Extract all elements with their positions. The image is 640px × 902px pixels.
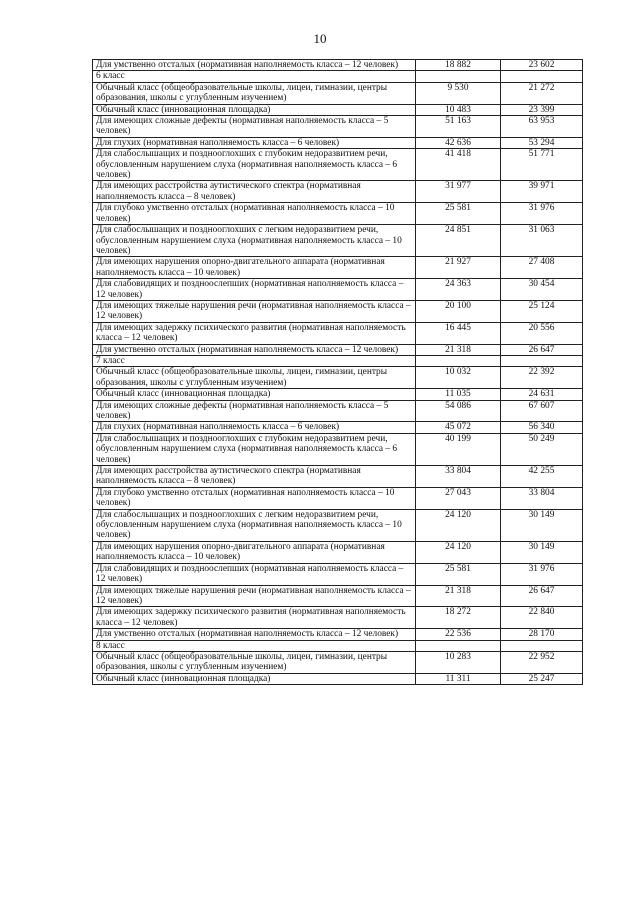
row-label-cell: Для имеющих задержку психического развития (нормативная наполняемость класса – 12 человек): [93, 322, 416, 344]
row-value-2-cell: 33 804: [501, 487, 583, 509]
table-body: [93, 60, 583, 685]
row-value-1-cell: 24 120: [416, 509, 501, 541]
row-value-2-cell: [501, 355, 583, 366]
row-value-2-cell: 67 607: [501, 400, 583, 422]
row-value-2-cell: 28 170: [501, 629, 583, 640]
table-row: [93, 541, 583, 563]
row-value-1-cell: 21 318: [416, 344, 501, 355]
row-label-cell: Для глухих (нормативная наполняемость класса – 6 человек): [93, 137, 416, 148]
row-value-2-cell: 39 971: [501, 181, 583, 203]
row-value-2-cell: 30 149: [501, 509, 583, 541]
table-row: [93, 585, 583, 607]
table-row: [93, 300, 583, 322]
row-value-2-cell: 26 647: [501, 585, 583, 607]
row-value-2-cell: 23 399: [501, 104, 583, 115]
row-label-cell: Для имеющих расстройства аутистического спектра (нормативная наполняемость класса – 8 человек): [93, 181, 416, 203]
row-value-2-cell: 42 255: [501, 466, 583, 488]
row-value-2-cell: 30 149: [501, 541, 583, 563]
row-value-1-cell: 31 977: [416, 181, 501, 203]
row-value-2-cell: 20 556: [501, 322, 583, 344]
row-value-2-cell: 23 602: [501, 60, 583, 71]
row-value-1-cell: 24 363: [416, 279, 501, 301]
row-value-2-cell: 22 392: [501, 367, 583, 389]
row-value-2-cell: 31 976: [501, 203, 583, 225]
row-label-cell: Для слабослышащих и позднооглохших с легким недоразвитием речи, обусловленным нарушением слуха (нормативная наполняемость класса – 10 человек): [93, 509, 416, 541]
row-label-cell: Для глубоко умственно отсталых (нормативная наполняемость класса – 10 человек): [93, 487, 416, 509]
row-label-cell: Для умственно отсталых (нормативная наполняемость класса – 12 человек): [93, 344, 416, 355]
row-label-cell: Для слабовидящих и поздноослепших (нормативная наполняемость класса – 12 человек): [93, 563, 416, 585]
row-label-cell: Для имеющих нарушения опорно-двигательного аппарата (нормативная наполняемость класса – 10 человек): [93, 541, 416, 563]
table-row: [93, 116, 583, 138]
row-label-cell: Обычный класс (инновационная площадка): [93, 104, 416, 115]
row-value-1-cell: 10 032: [416, 367, 501, 389]
table-row: [93, 60, 583, 71]
table-row: [93, 640, 583, 651]
table-row: [93, 673, 583, 684]
row-value-2-cell: 63 953: [501, 116, 583, 138]
normative-cost-table: [92, 59, 583, 685]
row-value-1-cell: 25 581: [416, 563, 501, 585]
row-value-1-cell: 11 035: [416, 389, 501, 400]
table-row: [93, 433, 583, 465]
row-value-2-cell: 24 631: [501, 389, 583, 400]
row-value-1-cell: 18 882: [416, 60, 501, 71]
table-row: [93, 181, 583, 203]
row-value-2-cell: 27 408: [501, 257, 583, 279]
row-label-cell: Для умственно отсталых (нормативная наполняемость класса – 12 человек): [93, 629, 416, 640]
row-value-2-cell: 30 454: [501, 279, 583, 301]
row-label-cell: Для слабослышащих и позднооглохших с легким недоразвитием речи, обусловленным нарушением слуха (нормативная наполняемость класса – 10 человек): [93, 225, 416, 257]
table-row: [93, 509, 583, 541]
row-value-2-cell: 50 249: [501, 433, 583, 465]
table-row: [93, 203, 583, 225]
row-value-2-cell: 51 771: [501, 149, 583, 181]
row-value-1-cell: 27 043: [416, 487, 501, 509]
row-value-1-cell: 10 283: [416, 651, 501, 673]
row-label-cell: Обычный класс (общеобразовательные школы, лицеи, гимназии, центры образования, школы с углубленным изучением): [93, 651, 416, 673]
row-value-1-cell: [416, 640, 501, 651]
row-value-2-cell: 56 340: [501, 422, 583, 433]
row-label-cell: 8 класс: [93, 640, 416, 651]
table-row: [93, 322, 583, 344]
row-label-cell: Обычный класс (общеобразовательные школы, лицеи, гимназии, центры образования, школы с углубленным изучением): [93, 367, 416, 389]
row-label-cell: Обычный класс (инновационная площадка): [93, 389, 416, 400]
row-value-2-cell: 31 063: [501, 225, 583, 257]
table-row: [93, 466, 583, 488]
row-value-1-cell: 10 483: [416, 104, 501, 115]
row-label-cell: Для слабослышащих и позднооглохших с глубоким недоразвитием речи, обусловленным нарушением слуха (нормативная наполняемость класса – 6 человек): [93, 433, 416, 465]
table-row: [93, 651, 583, 673]
table-row: [93, 225, 583, 257]
row-value-1-cell: 25 581: [416, 203, 501, 225]
table-row: [93, 104, 583, 115]
row-label-cell: 6 класс: [93, 71, 416, 82]
row-value-2-cell: 25 124: [501, 300, 583, 322]
row-value-2-cell: 21 272: [501, 82, 583, 104]
table-row: [93, 137, 583, 148]
row-label-cell: Для глухих (нормативная наполняемость класса – 6 человек): [93, 422, 416, 433]
row-label-cell: Для имеющих тяжелые нарушения речи (нормативная наполняемость класса – 12 человек): [93, 300, 416, 322]
row-label-cell: Для имеющих задержку психического развития (нормативная наполняемость класса – 12 человек): [93, 607, 416, 629]
row-label-cell: Для имеющих сложные дефекты (нормативная наполняемость класса – 5 человек): [93, 400, 416, 422]
row-label-cell: Для имеющих нарушения опорно-двигательного аппарата (нормативная наполняемость класса – 10 человек): [93, 257, 416, 279]
row-value-2-cell: [501, 71, 583, 82]
row-value-2-cell: 25 247: [501, 673, 583, 684]
table-row: [93, 149, 583, 181]
row-label-cell: Для слабослышащих и позднооглохших с глубоким недоразвитием речи, обусловленным нарушением слуха (нормативная наполняемость класса – 6 человек): [93, 149, 416, 181]
table-row: [93, 355, 583, 366]
table-row: [93, 71, 583, 82]
row-value-2-cell: 26 647: [501, 344, 583, 355]
row-label-cell: Для глубоко умственно отсталых (нормативная наполняемость класса – 10 человек): [93, 203, 416, 225]
row-value-1-cell: [416, 355, 501, 366]
table-row: [93, 607, 583, 629]
row-label-cell: Обычный класс (общеобразовательные школы, лицеи, гимназии, центры образования, школы с углубленным изучением): [93, 82, 416, 104]
table-row: [93, 344, 583, 355]
table-row: [93, 563, 583, 585]
row-value-1-cell: 24 120: [416, 541, 501, 563]
row-value-1-cell: 42 636: [416, 137, 501, 148]
row-value-1-cell: 9 530: [416, 82, 501, 104]
row-value-1-cell: 41 418: [416, 149, 501, 181]
row-value-1-cell: 21 927: [416, 257, 501, 279]
row-value-1-cell: 22 536: [416, 629, 501, 640]
row-value-1-cell: 16 445: [416, 322, 501, 344]
row-label-cell: Для имеющих расстройства аутистического спектра (нормативная наполняемость класса – 8 человек): [93, 466, 416, 488]
table-row: [93, 400, 583, 422]
row-value-1-cell: 51 163: [416, 116, 501, 138]
table-row: [93, 367, 583, 389]
row-label-cell: Для имеющих сложные дефекты (нормативная наполняемость класса – 5 человек): [93, 116, 416, 138]
row-value-2-cell: 22 840: [501, 607, 583, 629]
page-number: 10: [313, 31, 327, 46]
row-label-cell: Для слабовидящих и поздноослепших (нормативная наполняемость класса – 12 человек): [93, 279, 416, 301]
row-value-1-cell: 21 318: [416, 585, 501, 607]
row-value-1-cell: 40 199: [416, 433, 501, 465]
row-value-1-cell: 18 272: [416, 607, 501, 629]
row-value-1-cell: [416, 71, 501, 82]
row-value-1-cell: 54 086: [416, 400, 501, 422]
table-row: [93, 422, 583, 433]
row-value-2-cell: 22 952: [501, 651, 583, 673]
row-value-2-cell: 53 294: [501, 137, 583, 148]
row-value-1-cell: 20 100: [416, 300, 501, 322]
table-row: [93, 257, 583, 279]
table-row: [93, 629, 583, 640]
row-value-2-cell: [501, 640, 583, 651]
table-row: [93, 279, 583, 301]
table-row: [93, 389, 583, 400]
row-value-1-cell: 33 804: [416, 466, 501, 488]
row-value-1-cell: 45 072: [416, 422, 501, 433]
row-value-2-cell: 31 976: [501, 563, 583, 585]
table-row: [93, 82, 583, 104]
row-value-1-cell: 24 851: [416, 225, 501, 257]
row-value-1-cell: 11 311: [416, 673, 501, 684]
row-label-cell: Для имеющих тяжелые нарушения речи (нормативная наполняемость класса – 12 человек): [93, 585, 416, 607]
table-row: [93, 487, 583, 509]
row-label-cell: Для умственно отсталых (нормативная наполняемость класса – 12 человек): [93, 60, 416, 71]
row-label-cell: 7 класс: [93, 355, 416, 366]
row-label-cell: Обычный класс (инновационная площадка): [93, 673, 416, 684]
